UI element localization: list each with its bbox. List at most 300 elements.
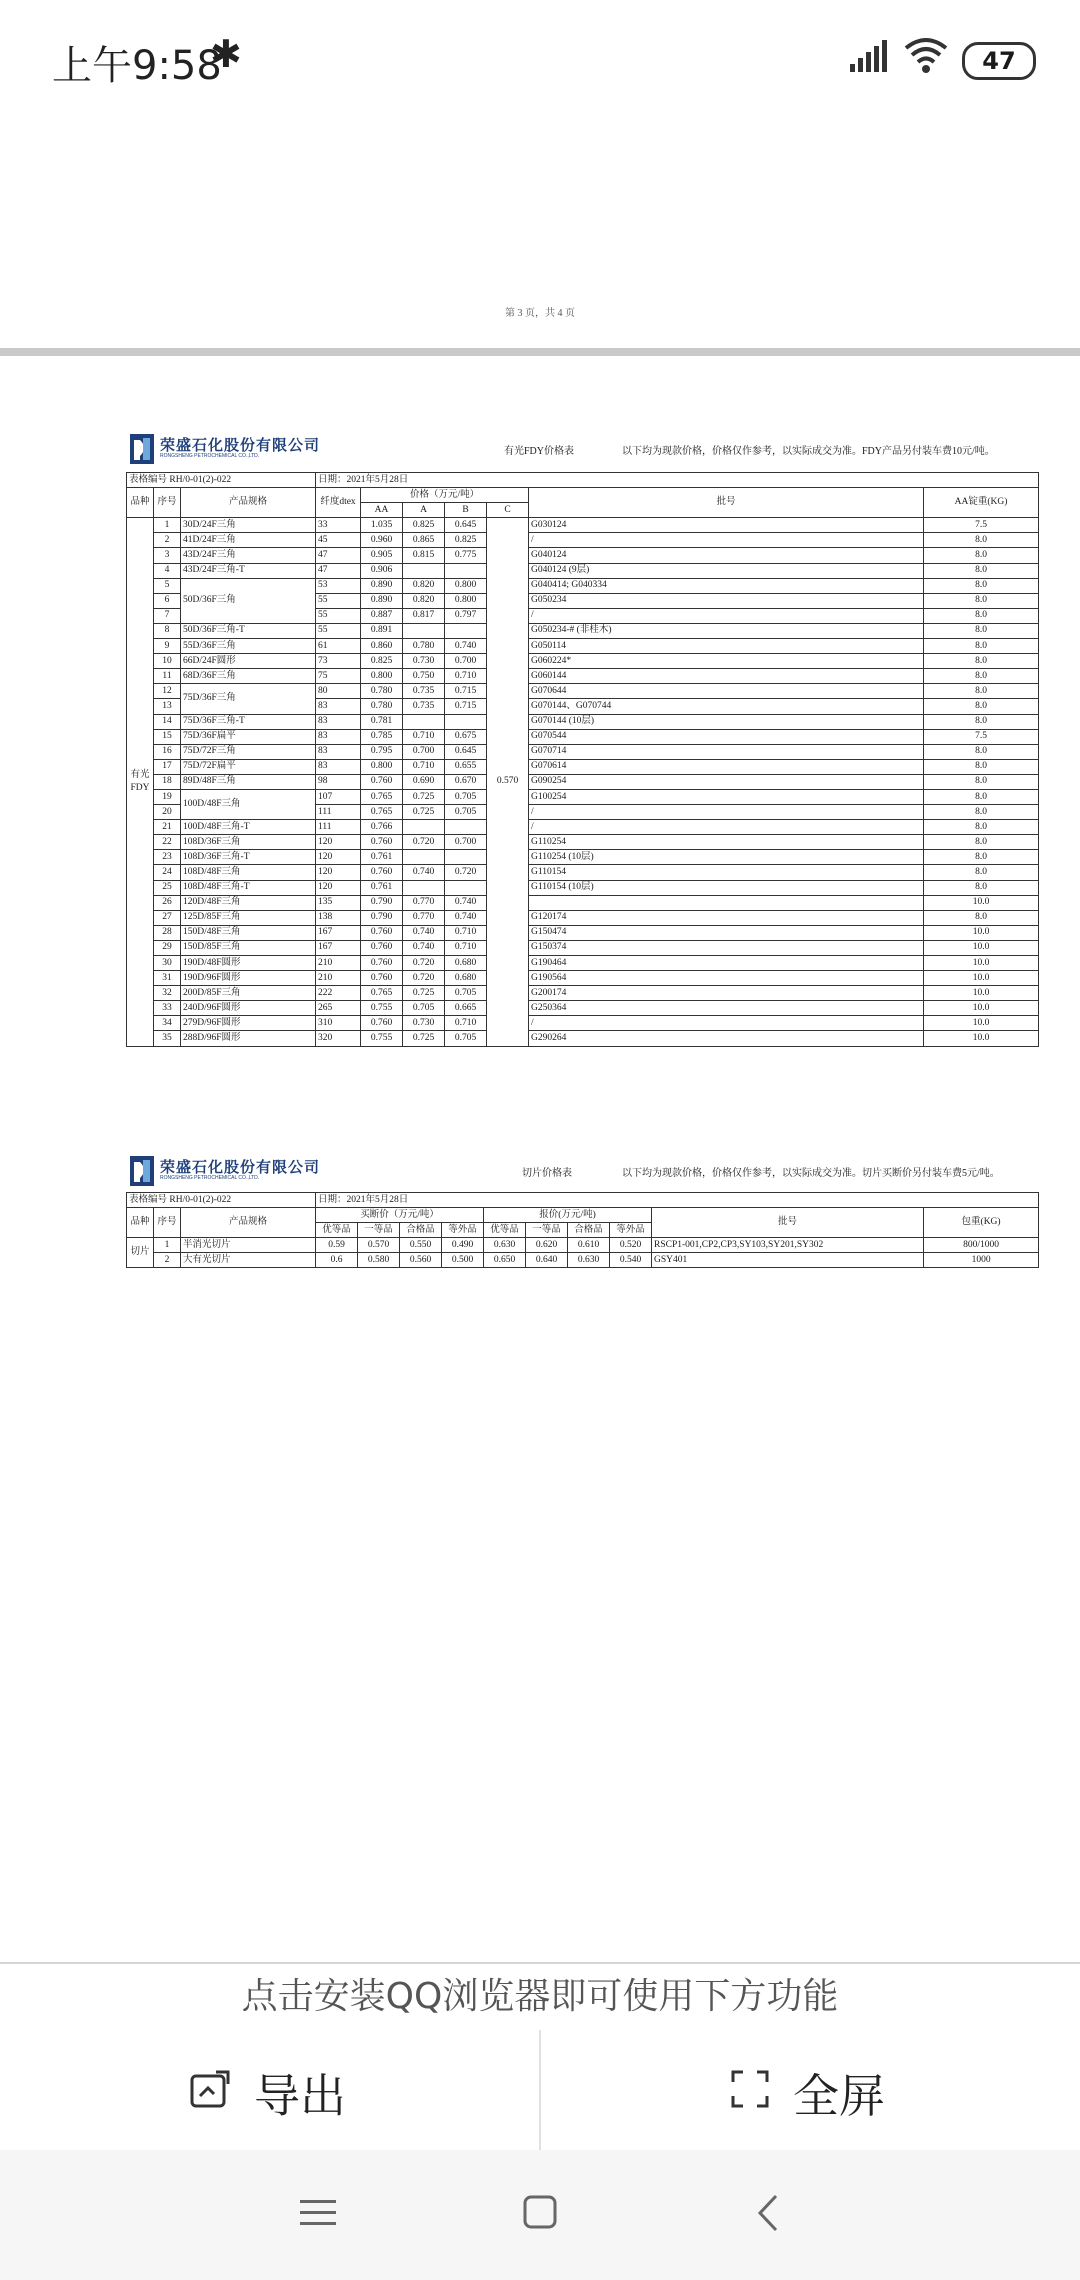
price-aa-cell: 0.760: [361, 956, 403, 971]
price-a-cell: 0.740: [403, 925, 445, 940]
batch-cell: RSCP1-001,CP2,CP3,SY103,SY201,SY302: [652, 1238, 924, 1253]
price-aa-cell: 0.785: [361, 729, 403, 744]
fdy-row: [127, 956, 1039, 971]
price-a-cell: 0.725: [403, 789, 445, 804]
header-buyout: 买断价（万元/吨）: [316, 1208, 484, 1223]
price-b-cell: 0.705: [445, 1031, 487, 1046]
fdy-row: [127, 971, 1039, 986]
price-a-cell: 0.720: [403, 956, 445, 971]
price-b-cell: [445, 563, 487, 578]
weight-cell: 8.0: [924, 669, 1039, 684]
price-b-cell: 0.705: [445, 805, 487, 820]
spec-cell: 240D/96F圆形: [181, 1001, 316, 1016]
spec-cell: 108D/36F三角-T: [181, 850, 316, 865]
price-aa-cell: 0.887: [361, 608, 403, 623]
price-aa-cell: 0.781: [361, 714, 403, 729]
fdy-row: [127, 1001, 1039, 1016]
price-b-cell: 0.705: [445, 789, 487, 804]
batch-cell: G070614: [529, 759, 924, 774]
fdy-row: [127, 744, 1039, 759]
price-b-cell: 0.710: [445, 1016, 487, 1031]
price-b-cell: 0.645: [445, 518, 487, 533]
weight-cell: 8.0: [924, 623, 1039, 638]
price-aa-cell: 0.760: [361, 865, 403, 880]
seq-cell: 1: [154, 518, 181, 533]
price-cell: 0.570: [358, 1238, 400, 1253]
weight-cell: 8.0: [924, 639, 1039, 654]
dtex-cell: 80: [316, 684, 361, 699]
fdy-row: [127, 880, 1039, 895]
batch-cell: G050114: [529, 639, 924, 654]
seq-cell: 13: [154, 699, 181, 714]
seq-cell: 19: [154, 789, 181, 804]
price-aa-cell: 0.800: [361, 759, 403, 774]
price-b-cell: [445, 880, 487, 895]
price-a-cell: 0.817: [403, 608, 445, 623]
fdy-row: [127, 759, 1039, 774]
weight-cell: 10.0: [924, 1031, 1039, 1046]
fdy-row: [127, 548, 1039, 563]
weight-cell: 8.0: [924, 578, 1039, 593]
dtex-cell: 210: [316, 956, 361, 971]
price-a-cell: 0.730: [403, 654, 445, 669]
batch-cell: G040414; G040334: [529, 578, 924, 593]
price-a-cell: 0.730: [403, 1016, 445, 1031]
seq-cell: 30: [154, 956, 181, 971]
header-b: B: [445, 503, 487, 518]
header-spec: 产品规格: [181, 488, 316, 518]
price-a-cell: 0.815: [403, 548, 445, 563]
dtex-cell: 120: [316, 865, 361, 880]
seq-cell: 12: [154, 684, 181, 699]
price-aa-cell: 0.790: [361, 910, 403, 925]
header-aa: AA: [361, 503, 403, 518]
weight-cell: 8.0: [924, 820, 1039, 835]
dtex-cell: 61: [316, 639, 361, 654]
header-grade: 一等品: [358, 1223, 400, 1238]
price-b-cell: [445, 623, 487, 638]
price-a-cell: 0.740: [403, 940, 445, 955]
seq-cell: 10: [154, 654, 181, 669]
dtex-cell: 47: [316, 548, 361, 563]
form-date: 日期：2021年5月28日: [316, 1193, 1039, 1208]
dtex-cell: 138: [316, 910, 361, 925]
price-aa-cell: 0.760: [361, 774, 403, 789]
price-a-cell: 0.705: [403, 1001, 445, 1016]
menu-icon[interactable]: [300, 2198, 336, 2228]
weight-cell: 7.5: [924, 729, 1039, 744]
seq-cell: 27: [154, 910, 181, 925]
weight-cell: 10.0: [924, 895, 1039, 910]
price-cell: 0.500: [442, 1253, 484, 1268]
category-cell: 切片: [127, 1238, 154, 1268]
back-icon[interactable]: [756, 2194, 780, 2232]
spec-cell: 50D/36F三角-T: [181, 623, 316, 638]
spec-cell: 55D/36F三角: [181, 639, 316, 654]
weight-cell: 8.0: [924, 835, 1039, 850]
batch-cell: /: [529, 533, 924, 548]
system-nav-bar: [0, 2150, 1080, 2280]
price-aa-cell: 0.765: [361, 986, 403, 1001]
fdy-row: [127, 850, 1039, 865]
spec-cell: 150D/85F三角: [181, 940, 316, 955]
seq-cell: 35: [154, 1031, 181, 1046]
fdy-row: [127, 714, 1039, 729]
fdy-row: [127, 1031, 1039, 1046]
seq-cell: 28: [154, 925, 181, 940]
price-aa-cell: 0.800: [361, 669, 403, 684]
price-a-cell: 0.820: [403, 578, 445, 593]
price-cell: 0.540: [610, 1253, 652, 1268]
fdy-row: [127, 865, 1039, 880]
header-variety: 品种: [127, 1208, 154, 1238]
price-aa-cell: 0.766: [361, 820, 403, 835]
fdy-row: [127, 684, 1039, 699]
dtex-cell: 55: [316, 623, 361, 638]
price-a-cell: 0.720: [403, 971, 445, 986]
price-a-cell: 0.735: [403, 684, 445, 699]
spec-cell: 288D/96F圆形: [181, 1031, 316, 1046]
price-b-cell: [445, 714, 487, 729]
dtex-cell: 83: [316, 744, 361, 759]
batch-cell: G070714: [529, 744, 924, 759]
wifi-icon: [902, 36, 950, 74]
spec-cell: 30D/24F三角: [181, 518, 316, 533]
fdy-row: [127, 910, 1039, 925]
battery-indicator: 47: [962, 42, 1036, 80]
price-c-cell: 0.570: [487, 518, 529, 1046]
price-a-cell: 0.700: [403, 744, 445, 759]
price-b-cell: 0.720: [445, 865, 487, 880]
header-grade: 一等品: [526, 1223, 568, 1238]
header-quote: 报价(万元/吨): [484, 1208, 652, 1223]
price-a-cell: [403, 623, 445, 638]
seq-cell: 2: [154, 533, 181, 548]
price-aa-cell: 0.755: [361, 1001, 403, 1016]
header-dtex: 纤度dtex: [316, 488, 361, 518]
batch-cell: G040124 (9层): [529, 563, 924, 578]
price-b-cell: 0.680: [445, 956, 487, 971]
weight-cell: 8.0: [924, 865, 1039, 880]
batch-cell: G110154: [529, 865, 924, 880]
home-icon[interactable]: [522, 2194, 558, 2230]
dtex-cell: 83: [316, 729, 361, 744]
dtex-cell: 111: [316, 805, 361, 820]
price-aa-cell: 0.780: [361, 684, 403, 699]
price-cell: 0.560: [400, 1253, 442, 1268]
batch-cell: G110254 (10层): [529, 850, 924, 865]
batch-cell: /: [529, 805, 924, 820]
price-a-cell: 0.740: [403, 865, 445, 880]
price-cell: 0.630: [568, 1253, 610, 1268]
price-a-cell: 0.710: [403, 759, 445, 774]
fullscreen-button[interactable]: [541, 2030, 1080, 2150]
price-a-cell: [403, 880, 445, 895]
price-aa-cell: 0.755: [361, 1031, 403, 1046]
price-b-cell: 0.710: [445, 940, 487, 955]
export-label: 导出: [254, 2069, 346, 2123]
seq-cell: 32: [154, 986, 181, 1001]
fdy-table-title: 有光FDY价格表: [504, 446, 575, 457]
form-code: 表格编号 RH/0-01(2)-022: [127, 1193, 316, 1208]
batch-cell: G150374: [529, 940, 924, 955]
price-a-cell: 0.710: [403, 729, 445, 744]
header-batch: 批号: [529, 488, 924, 518]
pack-cell: 800/1000: [924, 1238, 1039, 1253]
weight-cell: 8.0: [924, 593, 1039, 608]
fullscreen-label: 全屏: [793, 2069, 885, 2123]
chip-price-table: [126, 1192, 1039, 1268]
price-aa-cell: 0.765: [361, 805, 403, 820]
price-b-cell: 0.700: [445, 835, 487, 850]
price-cell: 0.630: [484, 1238, 526, 1253]
price-b-cell: 0.655: [445, 759, 487, 774]
dtex-cell: 265: [316, 1001, 361, 1016]
company-logo-icon: [130, 1156, 154, 1186]
batch-cell: G060144: [529, 669, 924, 684]
price-aa-cell: 0.906: [361, 563, 403, 578]
chip-header: [126, 1156, 1038, 1196]
price-aa-cell: 0.960: [361, 533, 403, 548]
fdy-row: [127, 986, 1039, 1001]
header-grade: 优等品: [316, 1223, 358, 1238]
price-a-cell: 0.720: [403, 835, 445, 850]
fdy-table-note: 以下均为现款价格，价格仅作参考，以实际成交为准。FDY产品另付装车费10元/吨。: [622, 446, 995, 457]
spec-cell: 120D/48F三角: [181, 895, 316, 910]
batch-cell: G190464: [529, 956, 924, 971]
price-aa-cell: 0.891: [361, 623, 403, 638]
form-code: 表格编号 RH/0-01(2)-022: [127, 473, 316, 488]
spec-cell: 50D/36F三角: [181, 578, 316, 623]
form-info-row: [127, 1193, 1039, 1208]
header-grade: 合格品: [568, 1223, 610, 1238]
price-aa-cell: 0.790: [361, 895, 403, 910]
fdy-row: [127, 623, 1039, 638]
price-cell: 0.640: [526, 1253, 568, 1268]
weight-cell: 8.0: [924, 684, 1039, 699]
price-a-cell: 0.770: [403, 895, 445, 910]
price-b-cell: [445, 820, 487, 835]
export-button[interactable]: [0, 2030, 539, 2150]
fdy-row: [127, 639, 1039, 654]
dtex-cell: 75: [316, 669, 361, 684]
weight-cell: 8.0: [924, 699, 1039, 714]
spec-cell: 100D/48F三角-T: [181, 820, 316, 835]
batch-cell: G290264: [529, 1031, 924, 1046]
price-b-cell: 0.710: [445, 669, 487, 684]
batch-cell: G050234: [529, 593, 924, 608]
seq-cell: 22: [154, 835, 181, 850]
spec-cell: 100D/48F三角: [181, 789, 316, 819]
signal-icon: [848, 40, 888, 72]
batch-cell: /: [529, 820, 924, 835]
seq-cell: 33: [154, 1001, 181, 1016]
chip-table-title: 切片价格表: [522, 1168, 572, 1179]
install-qq-browser-tip[interactable]: 点击安装QQ浏览器即可使用下方功能: [241, 1976, 839, 2017]
price-b-cell: 0.680: [445, 971, 487, 986]
dtex-cell: 210: [316, 971, 361, 986]
seq-cell: 18: [154, 774, 181, 789]
spec-cell: 68D/36F三角: [181, 669, 316, 684]
price-a-cell: [403, 563, 445, 578]
seq-cell: 17: [154, 759, 181, 774]
price-aa-cell: 0.765: [361, 789, 403, 804]
fdy-row: [127, 578, 1039, 593]
fdy-row: [127, 729, 1039, 744]
batch-cell: G030124: [529, 518, 924, 533]
seq-cell: 23: [154, 850, 181, 865]
form-date: 日期：2021年5月28日: [316, 473, 1039, 488]
seq-cell: 24: [154, 865, 181, 880]
dtex-cell: 167: [316, 940, 361, 955]
spec-cell: 150D/48F三角: [181, 925, 316, 940]
price-aa-cell: 0.760: [361, 835, 403, 850]
seq-cell: 15: [154, 729, 181, 744]
seq-cell: 9: [154, 639, 181, 654]
price-b-cell: 0.740: [445, 639, 487, 654]
header-c: C: [487, 503, 529, 518]
dtex-cell: 107: [316, 789, 361, 804]
spec-cell: 43D/24F三角-T: [181, 563, 316, 578]
dtex-cell: 47: [316, 563, 361, 578]
price-cell: 0.580: [358, 1253, 400, 1268]
price-aa-cell: 0.890: [361, 593, 403, 608]
dtex-cell: 310: [316, 1016, 361, 1031]
spec-cell: 108D/48F三角: [181, 865, 316, 880]
weight-cell: 8.0: [924, 759, 1039, 774]
price-a-cell: 0.780: [403, 639, 445, 654]
fdy-row: [127, 925, 1039, 940]
page-indicator: 第 3 页，共 4 页: [505, 308, 575, 319]
install-tip-divider: [0, 1962, 1080, 1964]
batch-cell: G110254: [529, 835, 924, 850]
batch-cell: G250364: [529, 1001, 924, 1016]
price-aa-cell: 0.760: [361, 940, 403, 955]
fdy-price-table: [126, 472, 1039, 1047]
dtex-cell: 120: [316, 835, 361, 850]
chip-row: [127, 1253, 1039, 1268]
spec-cell: 125D/85F三角: [181, 910, 316, 925]
status-bar: [0, 0, 1080, 110]
seq-cell: 2: [154, 1253, 181, 1268]
seq-cell: 1: [154, 1238, 181, 1253]
batch-cell: G090254: [529, 774, 924, 789]
batch-cell: G120174: [529, 910, 924, 925]
price-aa-cell: 0.760: [361, 925, 403, 940]
header-seq: 序号: [154, 488, 181, 518]
weight-cell: 8.0: [924, 789, 1039, 804]
price-a-cell: 0.825: [403, 518, 445, 533]
weight-cell: 10.0: [924, 940, 1039, 955]
spec-cell: 66D/24F圆形: [181, 654, 316, 669]
dtex-cell: 73: [316, 654, 361, 669]
price-b-cell: 0.775: [445, 548, 487, 563]
weight-cell: 8.0: [924, 608, 1039, 623]
batch-cell: G060224*: [529, 654, 924, 669]
weight-cell: 8.0: [924, 850, 1039, 865]
company-name: 荣盛石化股份有限公司: [160, 436, 321, 454]
price-a-cell: 0.865: [403, 533, 445, 548]
dtex-cell: 55: [316, 593, 361, 608]
price-a-cell: 0.725: [403, 986, 445, 1001]
seq-cell: 25: [154, 880, 181, 895]
dtex-cell: 320: [316, 1031, 361, 1046]
batch-cell: G100254: [529, 789, 924, 804]
weight-cell: 10.0: [924, 971, 1039, 986]
header-grade: 优等品: [484, 1223, 526, 1238]
price-aa-cell: 0.761: [361, 850, 403, 865]
category-cell: 有光FDY: [127, 518, 154, 1046]
dtex-cell: 222: [316, 986, 361, 1001]
weight-cell: 8.0: [924, 533, 1039, 548]
batch-cell: G200174: [529, 986, 924, 1001]
dtex-cell: 83: [316, 699, 361, 714]
price-b-cell: 0.670: [445, 774, 487, 789]
pack-cell: 1000: [924, 1253, 1039, 1268]
dtex-cell: 135: [316, 895, 361, 910]
seq-cell: 3: [154, 548, 181, 563]
chip-table-note: 以下均为现款价格，价格仅作参考，以实际成交为准。切片买断价另付装车费5元/吨。: [622, 1168, 1000, 1179]
price-b-cell: 0.825: [445, 533, 487, 548]
fdy-row: [127, 789, 1039, 804]
price-a-cell: 0.725: [403, 1031, 445, 1046]
price-cell: 0.6: [316, 1253, 358, 1268]
status-time: 上午9:58: [52, 43, 222, 89]
header-weight: AA锭重(KG): [924, 488, 1039, 518]
price-cell: 0.59: [316, 1238, 358, 1253]
price-a-cell: [403, 714, 445, 729]
price-aa-cell: 0.795: [361, 744, 403, 759]
dtex-cell: 120: [316, 850, 361, 865]
dtex-cell: 55: [316, 608, 361, 623]
weight-cell: 10.0: [924, 986, 1039, 1001]
price-a-cell: 0.820: [403, 593, 445, 608]
price-a-cell: 0.750: [403, 669, 445, 684]
seq-cell: 34: [154, 1016, 181, 1031]
page-divider: [0, 348, 1080, 356]
fdy-row: [127, 895, 1039, 910]
fdy-row: [127, 820, 1039, 835]
price-a-cell: 0.735: [403, 699, 445, 714]
weight-cell: 8.0: [924, 563, 1039, 578]
seq-cell: 7: [154, 608, 181, 623]
batch-cell: G070144 (10层): [529, 714, 924, 729]
price-b-cell: 0.740: [445, 910, 487, 925]
company-name-en: RONGSHENG PETROCHEMICAL CO.,LTD.: [160, 1175, 260, 1181]
price-b-cell: 0.645: [445, 744, 487, 759]
fdy-row: [127, 940, 1039, 955]
spec-cell: 200D/85F三角: [181, 986, 316, 1001]
weight-cell: 8.0: [924, 910, 1039, 925]
weight-cell: 10.0: [924, 956, 1039, 971]
price-cell: 0.490: [442, 1238, 484, 1253]
price-b-cell: 0.740: [445, 895, 487, 910]
price-b-cell: 0.710: [445, 925, 487, 940]
price-a-cell: 0.725: [403, 805, 445, 820]
price-aa-cell: 0.760: [361, 971, 403, 986]
batch-cell: /: [529, 1016, 924, 1031]
spec-cell: 89D/48F三角: [181, 774, 316, 789]
price-aa-cell: 1.035: [361, 518, 403, 533]
dtex-cell: 33: [316, 518, 361, 533]
spec-cell: 41D/24F三角: [181, 533, 316, 548]
company-name: 荣盛石化股份有限公司: [160, 1158, 321, 1176]
spec-cell: 190D/48F圆形: [181, 956, 316, 971]
weight-cell: 7.5: [924, 518, 1039, 533]
header-variety: 品种: [127, 488, 154, 518]
form-info-row: [127, 473, 1039, 488]
seq-cell: 16: [154, 744, 181, 759]
